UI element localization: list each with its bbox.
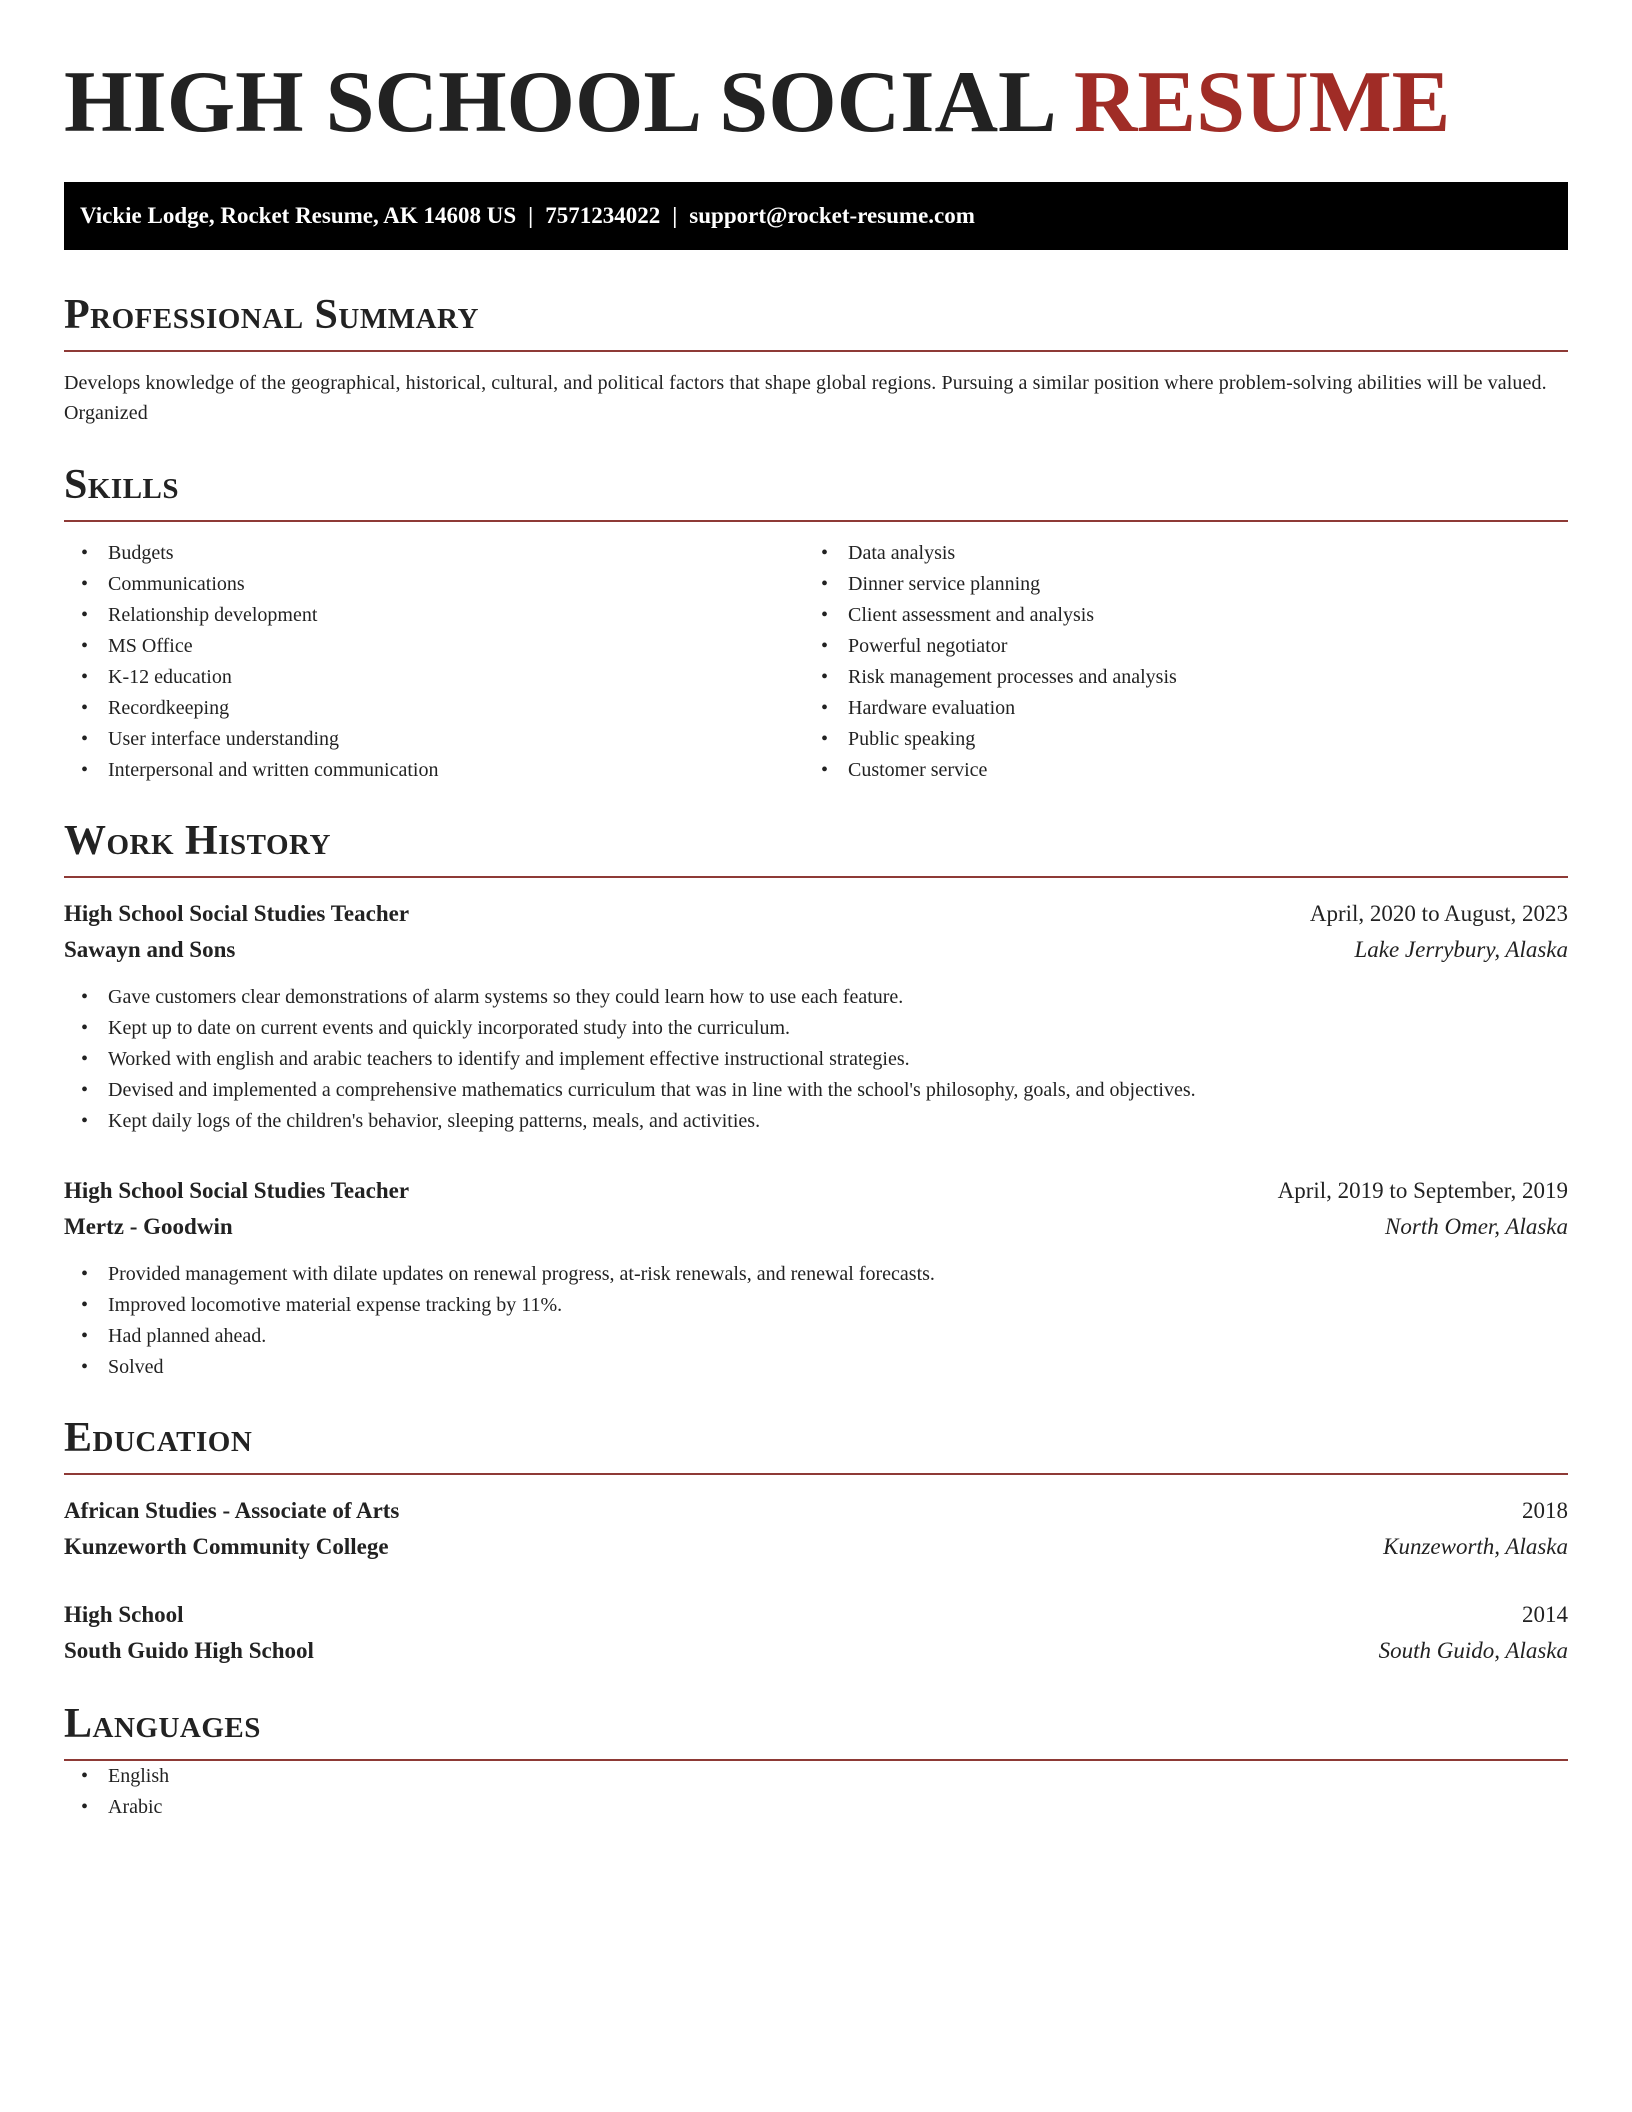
job-duty: • Had planned ahead. [64,1321,1568,1352]
skill-item: • Dinner service planning [804,569,1556,600]
skill-item: • User interface understanding [64,724,804,755]
skill-item: • Customer service [804,755,1556,786]
skills-column-right [804,538,1556,786]
education-school: Kunzeworth Community College [64,1534,389,1559]
skill-item: • Public speaking [804,724,1556,755]
education-school-row [64,1529,1568,1565]
job-company-row [64,932,1568,968]
job-duty: • Gave customers clear demonstrations of alarm systems so they could learn how to use each feature. [64,982,1568,1013]
job-company: Mertz - Goodwin [64,1214,233,1239]
skill-item: • Communications [64,569,804,600]
skill-item: • Hardware evaluation [804,693,1556,724]
work-history-heading: Work History [64,820,1568,878]
contact-email: support@rocket-resume.com [689,203,975,228]
skill-item: • Client assessment and analysis [804,600,1556,631]
summary-heading: Professional Summary [64,294,1568,352]
skill-item: • Data analysis [804,538,1556,569]
job-duties [64,1259,1568,1383]
education-entry [64,1597,1568,1669]
job-title-row [64,1173,1568,1209]
job-dates: April, 2020 to August, 2023 [1309,901,1568,926]
contact-address: Vickie Lodge, Rocket Resume, AK 14608 US [80,203,517,228]
skills-heading: Skills [64,464,1568,522]
job-dates: April, 2019 to September, 2019 [1277,1178,1568,1203]
contact-separator: | [528,203,534,228]
job-duty: • Provided management with dilate updates on renewal progress, at-risk renewals, and renewal forecasts. [64,1259,1568,1290]
job-duty: • Improved locomotive material expense tracking by 11%. [64,1290,1568,1321]
education-location: Kunzeworth, Alaska [1383,1534,1568,1559]
summary-section [64,294,1568,428]
contact-separator: | [672,203,678,228]
skill-item: • Powerful negotiator [804,631,1556,662]
education-section [64,1417,1568,1669]
languages-section [64,1703,1568,1823]
education-school-row [64,1633,1568,1669]
languages-list [64,1761,1568,1823]
languages-heading: Languages [64,1703,1568,1761]
resume-title-main: HIGH SCHOOL SOCIAL [64,54,1052,151]
education-degree-row [64,1597,1568,1633]
education-entry [64,1493,1568,1565]
skills-section [64,464,1568,786]
job-title: High School Social Studies Teacher [64,901,410,926]
job-location: Lake Jerrybury, Alaska [1354,937,1568,962]
job-company-row [64,1209,1568,1245]
contact-bar [64,182,1568,250]
skills-columns [64,538,1568,786]
education-location: South Guido, Alaska [1378,1638,1568,1663]
skills-column-left [64,538,804,786]
skill-item: • Recordkeeping [64,693,804,724]
language-item: • English [64,1761,1568,1792]
education-degree: High School [64,1602,184,1627]
work-history-section [64,820,1568,1383]
education-degree-row [64,1493,1568,1529]
skill-item: • Budgets [64,538,804,569]
job-duties [64,982,1568,1137]
job-duty: • Kept up to date on current events and quickly incorporated study into the curriculum. [64,1013,1568,1044]
resume-title [64,54,1568,151]
education-school: South Guido High School [64,1638,314,1663]
job-title: High School Social Studies Teacher [64,1178,410,1203]
job-duty: • Kept daily logs of the children's behavior, sleeping patterns, meals, and activities. [64,1106,1568,1137]
skill-item: • K-12 education [64,662,804,693]
job-location: North Omer, Alaska [1385,1214,1568,1239]
summary-text: Develops knowledge of the geographical, historical, cultural, and political factors that shape global regions. Pursuing a similar position where problem-solving abilities will be valued. Organized [64,372,1547,424]
job-duty: • Solved [64,1352,1568,1383]
skill-item: • Interpersonal and written communication [64,755,804,786]
contact-phone: 7571234022 [545,203,661,228]
job-entry [64,896,1568,1137]
language-item: • Arabic [64,1792,1568,1823]
skill-item: • Risk management processes and analysis [804,662,1556,693]
skill-item: • Relationship development [64,600,804,631]
education-year: 2018 [1522,1498,1568,1523]
job-duty: • Devised and implemented a comprehensive mathematics curriculum that was in line with the school's philosophy, goals, and objectives. [64,1075,1568,1106]
skill-item: • MS Office [64,631,804,662]
job-duty: • Worked with english and arabic teachers to identify and implement effective instructional strategies. [64,1044,1568,1075]
job-entry [64,1173,1568,1383]
resume-title-accent: RESUME [1073,54,1451,151]
job-title-row [64,896,1568,932]
education-heading: Education [64,1417,1568,1475]
job-company: Sawayn and Sons [64,937,236,962]
education-degree: African Studies - Associate of Arts [64,1498,400,1523]
education-year: 2014 [1522,1602,1568,1627]
